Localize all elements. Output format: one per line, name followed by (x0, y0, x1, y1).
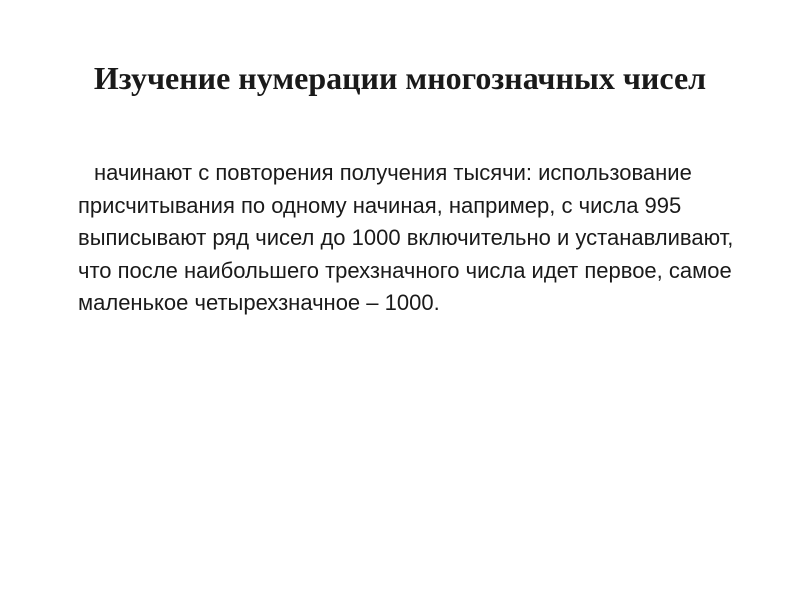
slide-body-text: начинают с повторения получения тысячи: использование присчитывания по одному начиная, например, с числа 995 выписывают ряд чисел до 1000 включительно и устанавливают, что после наибольшего трехзначного числа идет первое, самое маленькое четырехзначное – 1000. (78, 160, 734, 315)
slide-title: Изучение нумерации многозначных чисел (93, 60, 707, 96)
